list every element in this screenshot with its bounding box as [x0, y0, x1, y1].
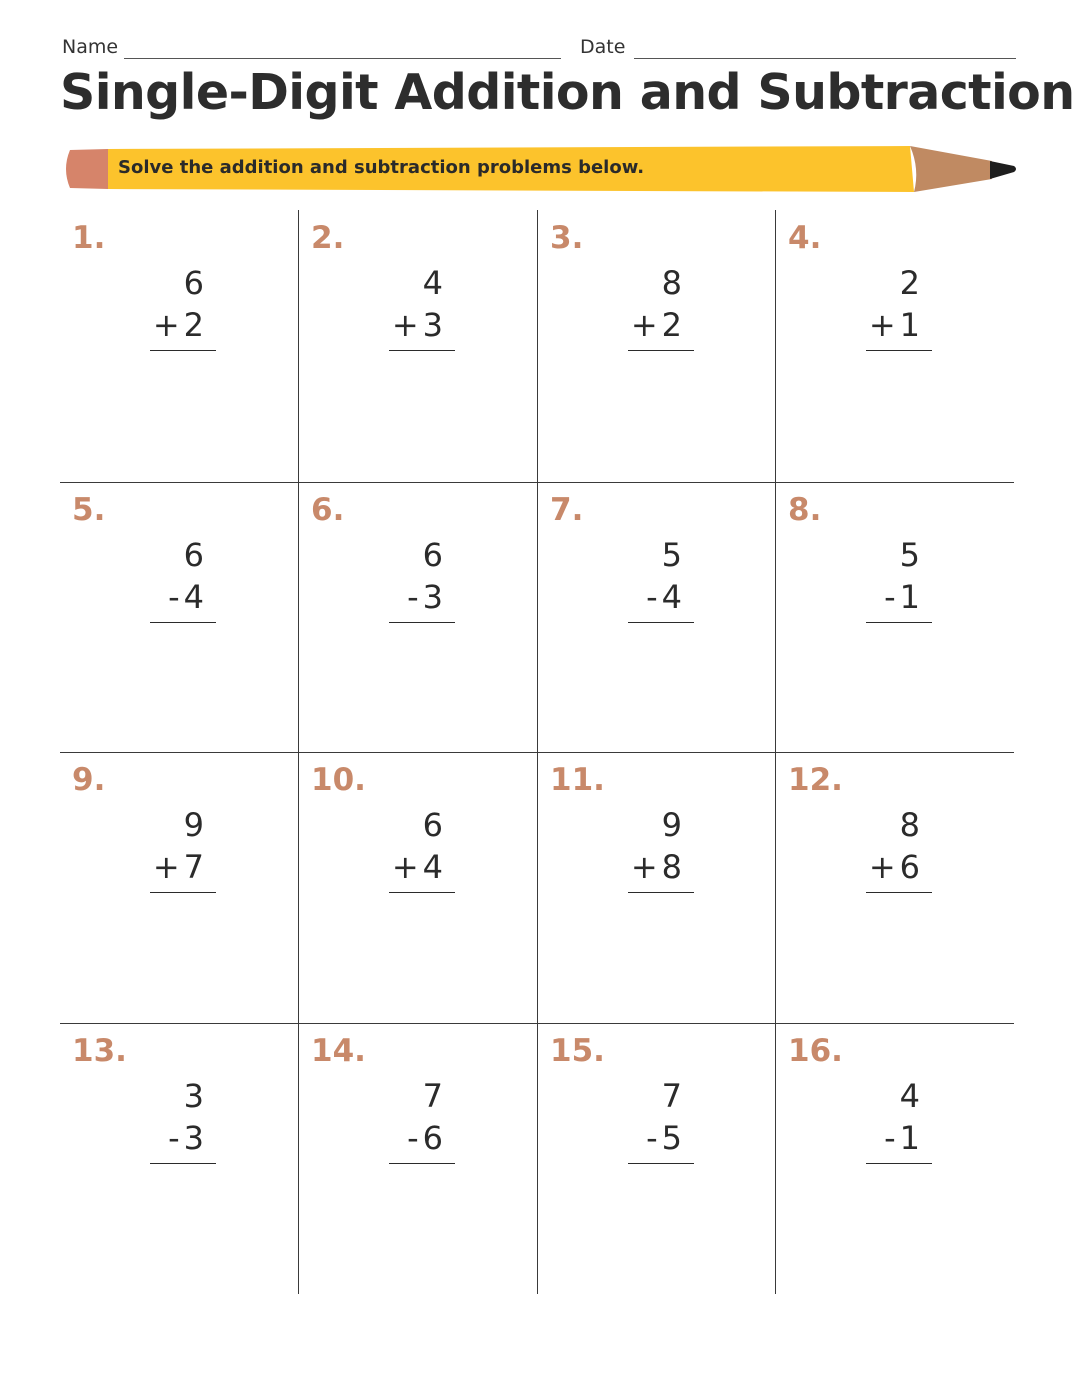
problem-cell	[538, 482, 776, 753]
answer-line[interactable]	[150, 892, 216, 893]
answer-line[interactable]	[866, 1163, 932, 1164]
bottom-row	[866, 576, 932, 618]
answer-line[interactable]	[628, 892, 694, 893]
operator: -	[168, 1119, 180, 1157]
problem-cell	[299, 482, 537, 753]
top-operand: 4	[899, 1077, 920, 1115]
problem-cell	[776, 752, 1014, 1023]
problem-expression	[628, 534, 694, 623]
bottom-operand: 4	[661, 578, 682, 616]
operator: -	[407, 1119, 419, 1157]
operator: +	[630, 848, 658, 886]
problem-grid	[60, 210, 1014, 1294]
bottom-operand: 3	[422, 306, 443, 344]
bottom-row	[150, 576, 216, 618]
operator: +	[391, 848, 419, 886]
bottom-row	[389, 304, 455, 346]
problem-number: 3.	[550, 220, 584, 256]
date-label: Date	[580, 36, 626, 58]
problem-expression	[389, 534, 455, 623]
bottom-operand: 7	[183, 848, 204, 886]
problem-expression	[866, 804, 932, 893]
problem-cell	[60, 752, 298, 1023]
bottom-row	[866, 1117, 932, 1159]
answer-line[interactable]	[150, 1163, 216, 1164]
bottom-operand: 6	[899, 848, 920, 886]
name-field[interactable]	[124, 58, 561, 59]
top-operand: 8	[661, 264, 682, 302]
problem-number: 12.	[788, 762, 843, 798]
problem-expression	[628, 804, 694, 893]
bottom-operand: 6	[422, 1119, 443, 1157]
name-label: Name	[62, 36, 119, 58]
top-operand: 7	[661, 1077, 682, 1115]
problem-number: 11.	[550, 762, 605, 798]
operator: +	[868, 306, 896, 344]
operator: -	[884, 578, 896, 616]
bottom-operand: 3	[422, 578, 443, 616]
answer-line[interactable]	[389, 892, 455, 893]
answer-line[interactable]	[866, 892, 932, 893]
top-operand: 5	[661, 536, 682, 574]
bottom-operand: 4	[183, 578, 204, 616]
problem-cell	[299, 210, 537, 481]
bottom-row	[389, 576, 455, 618]
bottom-operand: 4	[422, 848, 443, 886]
operator: +	[868, 848, 896, 886]
top-operand: 6	[183, 264, 204, 302]
problem-cell	[60, 210, 298, 481]
operator: -	[168, 578, 180, 616]
problem-expression	[150, 262, 216, 351]
problem-number: 15.	[550, 1033, 605, 1069]
problem-cell	[776, 1023, 1014, 1294]
problem-cell	[299, 752, 537, 1023]
problem-expression	[389, 262, 455, 351]
operator: -	[646, 1119, 658, 1157]
bottom-operand: 8	[661, 848, 682, 886]
bottom-operand: 2	[661, 306, 682, 344]
answer-line[interactable]	[389, 1163, 455, 1164]
bottom-row	[150, 1117, 216, 1159]
problem-cell	[776, 482, 1014, 753]
problem-number: 10.	[311, 762, 366, 798]
problem-expression	[150, 804, 216, 893]
answer-line[interactable]	[866, 622, 932, 623]
top-operand: 6	[422, 536, 443, 574]
bottom-operand: 1	[899, 578, 920, 616]
top-operand: 9	[661, 806, 682, 844]
answer-line[interactable]	[628, 1163, 694, 1164]
bottom-row	[866, 846, 932, 888]
top-operand: 6	[422, 806, 443, 844]
bottom-row	[150, 846, 216, 888]
bottom-row	[389, 846, 455, 888]
pencil-banner	[62, 144, 1018, 194]
problem-cell	[60, 1023, 298, 1294]
problem-cell	[299, 1023, 537, 1294]
problem-cell	[538, 210, 776, 481]
problem-expression	[389, 1075, 455, 1164]
problem-cell	[538, 1023, 776, 1294]
operator: +	[152, 848, 180, 886]
bottom-row	[628, 304, 694, 346]
problem-number: 9.	[72, 762, 106, 798]
operator: -	[646, 578, 658, 616]
problem-expression	[866, 1075, 932, 1164]
answer-line[interactable]	[866, 350, 932, 351]
top-operand: 9	[183, 806, 204, 844]
answer-line[interactable]	[389, 350, 455, 351]
operator: +	[630, 306, 658, 344]
answer-line[interactable]	[628, 622, 694, 623]
operator: -	[407, 578, 419, 616]
problem-expression	[866, 534, 932, 623]
bottom-operand: 1	[899, 306, 920, 344]
problem-number: 4.	[788, 220, 822, 256]
top-operand: 4	[422, 264, 443, 302]
problem-expression	[628, 262, 694, 351]
answer-line[interactable]	[150, 622, 216, 623]
operator: +	[152, 306, 180, 344]
bottom-row	[150, 304, 216, 346]
problem-expression	[389, 804, 455, 893]
problem-number: 7.	[550, 492, 584, 528]
answer-line[interactable]	[389, 622, 455, 623]
name-date-row	[62, 36, 1016, 64]
problem-number: 6.	[311, 492, 345, 528]
bottom-row	[866, 304, 932, 346]
top-operand: 6	[183, 536, 204, 574]
problem-number: 14.	[311, 1033, 366, 1069]
bottom-operand: 2	[183, 306, 204, 344]
bottom-operand: 5	[661, 1119, 682, 1157]
worksheet-title: Single-Digit Addition and Subtraction	[60, 64, 1075, 121]
operator: +	[391, 306, 419, 344]
top-operand: 3	[183, 1077, 204, 1115]
instructions-text: Solve the addition and subtraction problems below.	[118, 157, 645, 178]
problem-cell	[60, 482, 298, 753]
problem-number: 8.	[788, 492, 822, 528]
problem-number: 5.	[72, 492, 106, 528]
problem-expression	[150, 534, 216, 623]
top-operand: 7	[422, 1077, 443, 1115]
problem-number: 1.	[72, 220, 106, 256]
top-operand: 2	[899, 264, 920, 302]
problem-cell	[538, 752, 776, 1023]
bottom-row	[628, 846, 694, 888]
bottom-operand: 1	[899, 1119, 920, 1157]
answer-line[interactable]	[628, 350, 694, 351]
bottom-operand: 3	[183, 1119, 204, 1157]
problem-expression	[628, 1075, 694, 1164]
bottom-row	[628, 1117, 694, 1159]
problem-cell	[776, 210, 1014, 481]
top-operand: 5	[899, 536, 920, 574]
problem-number: 16.	[788, 1033, 843, 1069]
problem-number: 2.	[311, 220, 345, 256]
bottom-row	[389, 1117, 455, 1159]
operator: -	[884, 1119, 896, 1157]
top-operand: 8	[899, 806, 920, 844]
answer-line[interactable]	[150, 350, 216, 351]
date-field[interactable]	[634, 58, 1016, 59]
bottom-row	[628, 576, 694, 618]
problem-expression	[866, 262, 932, 351]
problem-expression	[150, 1075, 216, 1164]
problem-number: 13.	[72, 1033, 127, 1069]
